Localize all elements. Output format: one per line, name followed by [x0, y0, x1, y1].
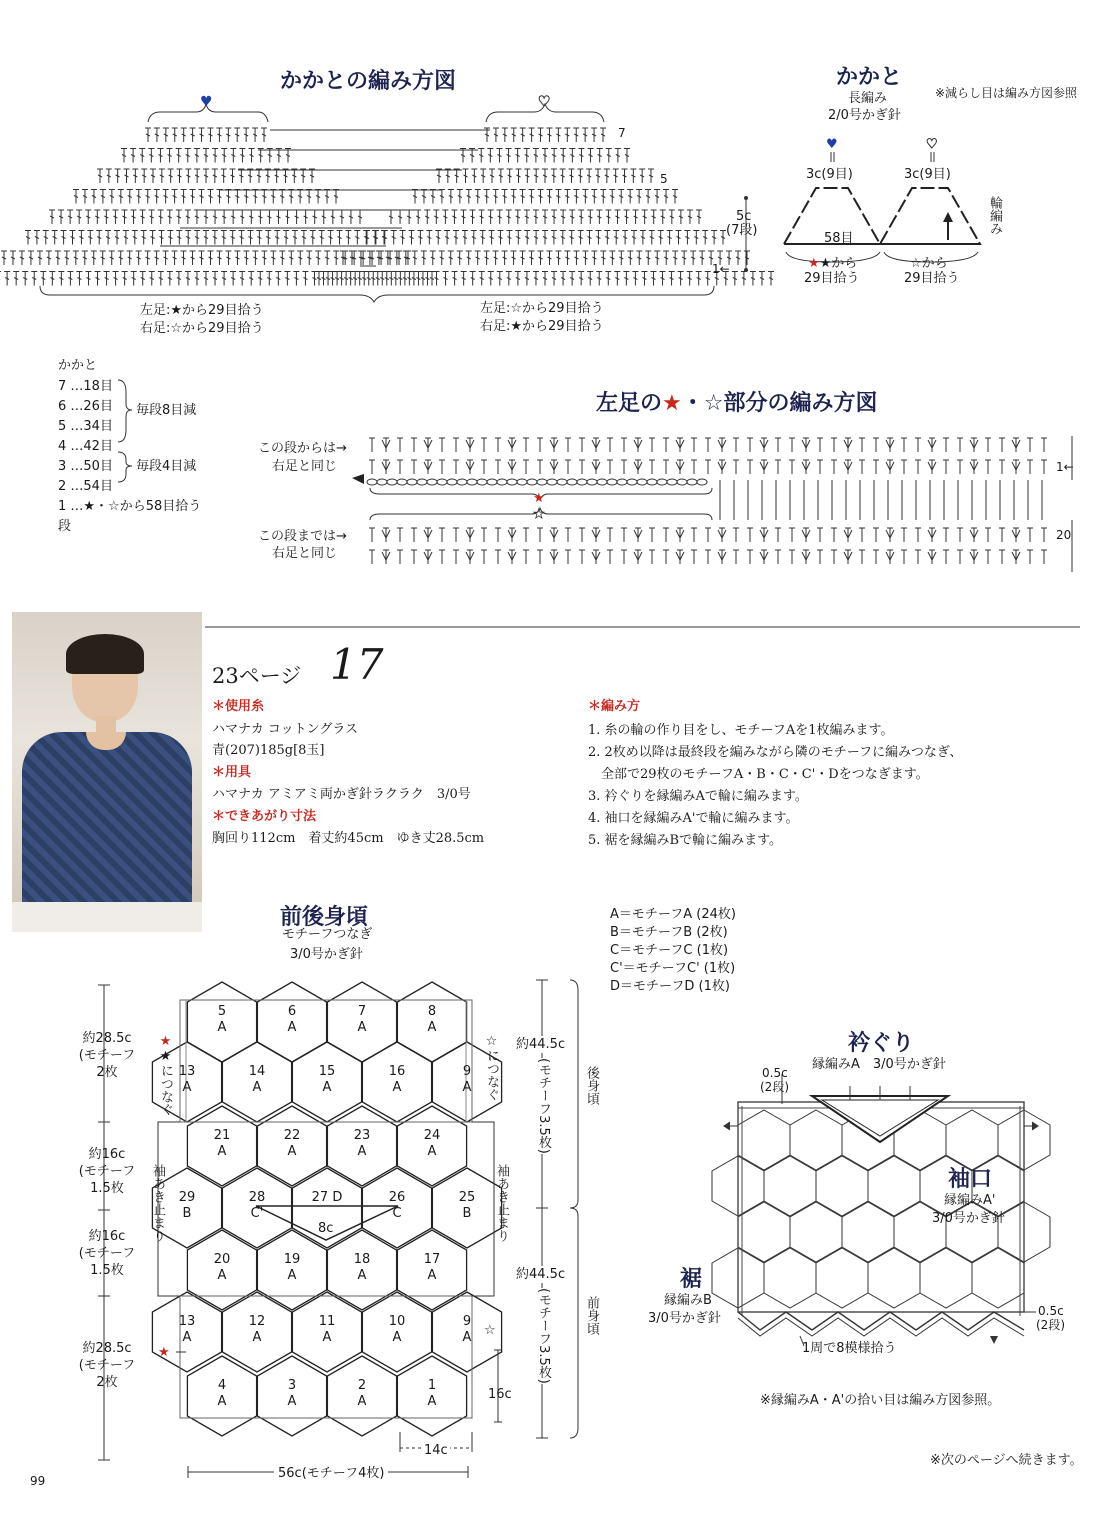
size: 胸回り112cm 着丈約45cm ゆき丈28.5cm: [212, 831, 485, 846]
motif-label: 7 A: [357, 1004, 367, 1035]
heel-left-caption-2: 右足:☆から29目拾う: [140, 321, 264, 336]
motif-label: 8 A: [427, 1004, 437, 1035]
heel-schematic-title: かかと: [836, 65, 903, 90]
heel-row-1: 1←: [712, 262, 730, 276]
h16: 16c: [488, 1387, 512, 1402]
motif-label: 18 A: [353, 1252, 371, 1283]
heel-right-caption-2: 右足:★から29目拾う: [480, 319, 604, 334]
motif-label: 17 A: [423, 1252, 441, 1283]
motif-label: 9 A: [462, 1314, 472, 1345]
width-dim: 56c(モチーフ4枚): [274, 1465, 388, 1482]
heel-table-rows: 7 …18目 6 …26目 5 …34目 4 …42目 3 …50目 2 …54目 1 …★・☆から58目拾う 段: [58, 379, 202, 534]
sleeve-title: 袖口: [948, 1167, 993, 1192]
motif-legend: A＝モチーフA (24枚) B＝モチーフB (2枚) C＝モチーフC (1枚) C'＝モチーフC' (1枚) D＝モチーフD (1枚): [610, 907, 736, 994]
method-steps: 1. 糸の輪の作り目をし、モチーフAを1枚編みます。 2. 2枚め以降は最終段を編みながら隣のモチーフに編みつなぎ、 全部で29枚のモチーフA・B・C・C'・Dをつなぎます。 3. 衿ぐりを縁編みAで輪に編みます。 4. 袖口を縁編みA'で輪に編みます。 5. 裾を縁編みBで輪に編みます。: [588, 723, 963, 848]
lf-row-20: 20: [1056, 528, 1072, 542]
heel-round-label: 輪編み: [987, 196, 1002, 235]
pattern-number: 17: [330, 640, 384, 689]
neck-dim-1: 0.5c: [762, 1066, 788, 1080]
yarn-2: 青(207)185g[8玉]: [212, 743, 325, 758]
motif-label: 4 A: [217, 1378, 227, 1409]
heel-height-cm: 5c: [736, 209, 752, 224]
heel-center: 58目: [824, 231, 854, 246]
heart-filled-icon: ♥: [200, 94, 213, 110]
sleeve-sub-1: 縁編みA': [944, 1193, 996, 1208]
heel-right-caption-1: 左足:☆から29目拾う: [480, 301, 604, 316]
motif-label: 12 A: [248, 1314, 266, 1345]
heel-row-5: 5: [660, 172, 668, 186]
motif-label: 19 A: [283, 1252, 301, 1283]
back-label: 後身頃: [584, 1066, 599, 1105]
neck-title: 衿ぐり: [848, 1031, 915, 1056]
motif-label: 26 C: [388, 1190, 406, 1221]
motif-label: 13 A: [178, 1064, 196, 1095]
tool-head: ＊用具: [212, 765, 252, 780]
motif-label: 13 A: [178, 1314, 196, 1345]
body-sub-2: 3/0号かぎ針: [290, 947, 363, 962]
body-title: 前後身頃: [280, 905, 369, 930]
dim-b: 約16c (モチーフ 1.5枚: [78, 1147, 136, 1196]
yarn-1: ハマナカ コットングラス: [212, 722, 358, 737]
page-ref: 23ページ: [212, 664, 302, 688]
front-length: 約44.5c: [516, 1267, 566, 1282]
heel-left-pickup-2: 29目拾う: [804, 271, 860, 286]
yarn-head: ＊使用糸: [212, 699, 265, 714]
join-right: ☆につなぐ: [484, 1034, 499, 1101]
motif-label: 11 A: [318, 1314, 336, 1345]
w14: 14c: [424, 1443, 448, 1458]
back-length: 約44.5c: [516, 1037, 566, 1052]
heel-right-pickup-1: ☆から: [910, 256, 948, 271]
method-head: ＊編み方: [588, 699, 641, 714]
left-foot-chart-title: 左足の★・☆部分の編み方図: [596, 391, 878, 416]
dim-d: 約28.5c (モチーフ 2枚: [78, 1341, 136, 1390]
continued-note: ※次のページへ続きます。: [930, 1453, 1083, 1468]
motif-label: 15 A: [318, 1064, 336, 1095]
neck-dim-2: (2段): [760, 1080, 789, 1094]
dim-a: 約28.5c (モチーフ 2枚: [78, 1031, 136, 1080]
heel-right-pickup-2: 29目拾う: [904, 271, 960, 286]
back-motifs: (モチーフ3.5枚): [536, 1058, 551, 1154]
heel-group-a: 毎段8目減: [136, 403, 197, 418]
heel-table-title: かかと: [58, 358, 98, 373]
motif-label: 24 A: [423, 1128, 441, 1159]
motif-label: 28 C': [248, 1190, 266, 1221]
heel-left-pickup-1: ★★から: [808, 256, 858, 271]
pickup: 1周で8模様拾う: [802, 1341, 897, 1356]
hem-sub-1: 縁編みB: [664, 1293, 712, 1308]
motif-label: 21 A: [213, 1128, 231, 1159]
lf-label-top-2: 右足と同じ: [272, 459, 338, 474]
front-label: 前身頃: [584, 1296, 599, 1335]
star-marker: ★: [158, 1345, 170, 1360]
hem-sub-2: 3/0号かぎ針: [648, 1311, 721, 1326]
motif-label: 22 A: [283, 1128, 301, 1159]
sleeve-sub-2: 3/0号かぎ針: [932, 1211, 1005, 1226]
hem-dim-2: (2段): [1036, 1318, 1065, 1332]
motif-label: 29 B: [178, 1190, 196, 1221]
star-outline-marker: ☆: [484, 1323, 496, 1338]
svg-text:♥: ♥: [826, 137, 838, 152]
motif-label: 10 A: [388, 1314, 406, 1345]
motif-label: 6 A: [287, 1004, 297, 1035]
lf-row-1: 1←: [1056, 460, 1074, 474]
hem-title: 裾: [680, 1267, 703, 1292]
hem-dim-1: 0.5c: [1038, 1304, 1064, 1318]
heel-right-top: 3c(9目): [904, 167, 951, 182]
heel-chart-title: かかとの編み方図: [280, 69, 457, 94]
neck-dim: 8c: [318, 1221, 334, 1236]
motif-label: 25 B: [458, 1190, 476, 1221]
join-left: ★★につなぐ: [158, 1034, 173, 1116]
lf-label-bot-2: 右足と同じ: [272, 546, 338, 561]
tool: ハマナカ アミアミ両かぎ針ラクラク 3/0号: [212, 787, 471, 802]
edging-note: ※縁編みA・A'の拾い目は編み方図参照。: [760, 1393, 1001, 1408]
body-sub-1: モチーフつなぎ: [282, 927, 373, 942]
motif-label: 3 A: [287, 1378, 297, 1409]
sleeve-right: 袖あき止まり: [494, 1164, 509, 1242]
dim-c: 約16c (モチーフ 1.5枚: [78, 1229, 136, 1278]
heel-left-caption-1: 左足:★から29目拾う: [140, 303, 264, 318]
heart-outline-icon: ♥: [538, 94, 551, 110]
motif-label: 9 A: [462, 1064, 472, 1095]
motif-label: 14 A: [248, 1064, 266, 1095]
motif-label: 1 A: [427, 1378, 437, 1409]
svg-text:♥: ♥: [926, 137, 938, 152]
lf-label-top-1: この段からは→: [258, 441, 347, 456]
size-head: ＊できあがり寸法: [212, 809, 317, 824]
lf-label-bot-1: この段までは→: [258, 529, 347, 544]
motif-label: 23 A: [353, 1128, 371, 1159]
heel-height-rows: (7段): [726, 223, 758, 238]
motif-label: 2 A: [357, 1378, 367, 1409]
motif-label: 20 A: [213, 1252, 231, 1283]
page-number: 99: [30, 1474, 46, 1488]
heel-note: ※減らし目は編み方図参照: [935, 86, 1078, 100]
heel-row-7: 7: [618, 126, 626, 140]
motif-label: 16 A: [388, 1064, 406, 1095]
front-motifs: (モチーフ3.5枚): [536, 1288, 551, 1384]
heel-stitch: 長編み: [848, 91, 888, 106]
motif-label: 5 A: [217, 1004, 227, 1035]
neck-sub: 縁編みA 3/0号かぎ針: [812, 1057, 946, 1072]
sleeve-left: 袖あき止まり: [150, 1164, 165, 1242]
heel-group-b: 毎段4目減: [136, 459, 197, 474]
svg-text:★: ★: [533, 507, 545, 522]
heel-hook: 2/0号かぎ針: [828, 108, 901, 123]
heel-left-top: 3c(9目): [806, 167, 853, 182]
motif-label: 27 D: [311, 1190, 343, 1205]
svg-text:★: ★: [533, 491, 545, 506]
